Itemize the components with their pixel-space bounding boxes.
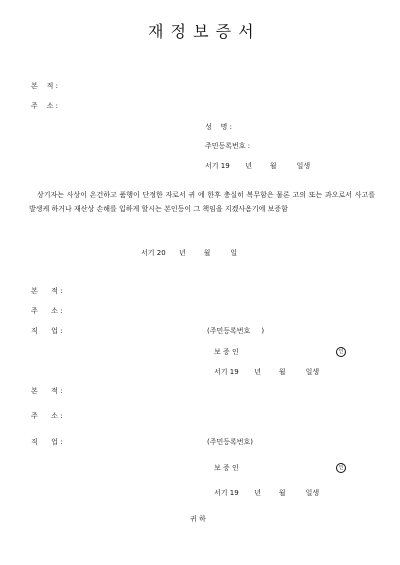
closing-line: 귀 하 [190,515,206,523]
guarantee-paragraph: 상기자는 사상이 온건하고 품행이 단정한 자로서 귀 에 한후 충실히 복무함은 물론 고의 또는 과오로서 사고를 발생케 하거나 재산상 손해를 입하게 할시는 본인등이 그 책임을 지겠사옴기에 보증함 [29,191,375,213]
top-name-label: 성 명 : [205,123,233,131]
guarantor1-birth-line: 서기 19 년 월 일생 [214,368,320,376]
guarantor1-rrn-label: (주민등록번호 ) [207,327,265,335]
guarantor2-rrn-label: (주민등록번호) [207,438,254,446]
guarantor2-guarantor-label: 보 증 인 [214,464,239,472]
top-juso-label: 주 소 : [31,102,59,110]
top-rrn-label: 주민등록번호 : [205,142,251,150]
guarantor1-seal-icon: 인 [336,347,346,357]
guarantor2-bonjeok-label: 본 적 : [31,387,63,395]
document-title: 재 정 보 증 서 [148,22,255,41]
guarantor1-juso-label: 주 소 : [31,307,63,315]
guarantor2-juso-label: 주 소 : [31,412,63,420]
guarantor1-guarantor-label: 보 증 인 [214,348,239,356]
top-birth-line: 서기 19 년 월 일생 [205,162,311,170]
top-bonjeok-label: 본 적 : [31,82,59,90]
guarantor2-birth-line: 서기 19 년 월 일생 [214,489,320,497]
guarantor1-bonjeok-label: 본 적 : [31,287,63,295]
guarantor1-jikeop-label: 직 업 : [31,327,63,335]
document-date-line: 서기 20 년 월 일 [141,249,238,257]
guarantor2-seal-icon: 인 [336,463,346,473]
guarantor2-jikeop-label: 직 업 : [31,438,63,446]
